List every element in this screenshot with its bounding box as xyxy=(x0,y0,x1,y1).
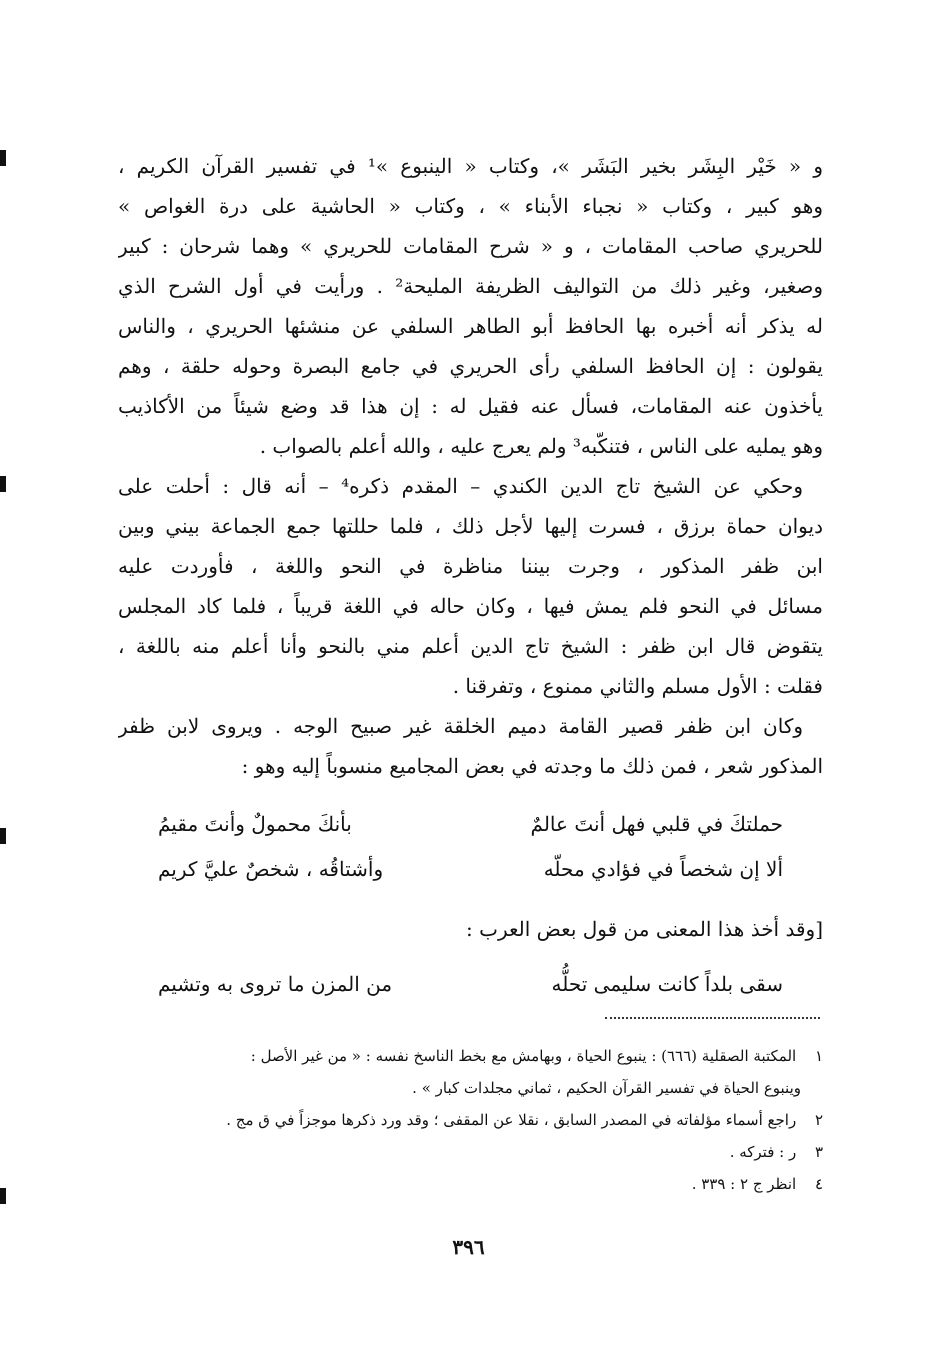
paragraph-1 xyxy=(118,146,823,466)
text-line: وصغير، وغير ذلك من التواليف الظريفة المليحة² . ورأيت في أول الشرح الذي xyxy=(118,274,823,298)
text-line: ابن ظفر المذكور ، وجرت بيننا مناظرة في النحو واللغة ، فأوردت عليه xyxy=(118,554,823,578)
text-line: وحكي عن الشيخ تاج الدين الكندي – المقدم ذكره⁴ – أنه قال : أحلت على xyxy=(118,474,803,498)
main-text xyxy=(118,146,823,1007)
paragraph-3-cont xyxy=(118,746,823,786)
text-line: ديوان حماة برزق ، فسرت إليها لأجل ذلك ، فلما حللتها جمع الجماعة بيني وبين xyxy=(118,514,823,538)
text-line: يأخذون عنه المقامات، فسأل عنه فقيل له : إن هذا قد وضع شيئاً من الأكاذيب xyxy=(118,394,823,418)
footnote-text: انظر ج ٢ : ٣٣٩ . xyxy=(691,1175,797,1193)
scan-edge-mark xyxy=(0,476,6,492)
footnote-text: المكتبة الصقلية (٦٦٦) : ينبوع الحياة ، وبهامش مع بخط الناسخ نفسه : « من غير الأصل : xyxy=(250,1047,797,1065)
verse-line-last xyxy=(118,962,823,1007)
footnote-separator xyxy=(605,1017,820,1019)
text-line: للحريري صاحب المقامات ، و « شرح المقامات للحريري » وهما شرحان : كبير xyxy=(118,234,823,258)
footnote-text: وينبوع الحياة في تفسير القرآن الحكيم ، ثماني مجلدات كبار » . xyxy=(412,1079,801,1097)
footnotes xyxy=(118,1040,823,1200)
scan-edge-mark xyxy=(0,828,6,844)
paragraph-3 xyxy=(118,706,823,746)
scan-edge-mark xyxy=(0,150,6,166)
text-line: مسائل في النحو فلم يمش فيها ، وكان حاله في اللغة قريباً ، فلما كاد المجلس xyxy=(118,594,823,618)
verse-hemistich-second: بأنكَ محمولٌ وأنتَ مقيمُ xyxy=(158,812,352,836)
footnote xyxy=(118,1168,823,1200)
text-line: المذكور شعر ، فمن ذلك ما وجدته في بعض المجاميع منسوباً إليه وهو : xyxy=(241,754,823,778)
scan-edge-mark xyxy=(0,1188,6,1204)
text-line: فقلت : الأول مسلم والثاني ممنوع ، وتفرقنا . xyxy=(452,674,823,698)
bracketed-note: [وقد أخذ هذا المعنى من قول بعض العرب : xyxy=(466,917,823,941)
text-line: يتقوض قال ابن ظفر : الشيخ تاج الدين أعلم مني بالنحو وأنا أعلم منه باللغة ، xyxy=(118,634,823,658)
verse-line xyxy=(158,847,783,892)
footnote-text: ر : فتركه . xyxy=(729,1143,797,1161)
text-line: و « خَيْر البِشَر بخير البَشَر »، وكتاب « الينبوع »¹ في تفسير القرآن الكريم ، xyxy=(118,154,823,178)
text-line: له يذكر أنه أخبره بها الحافظ أبو الطاهر السلفي عن منشئها الحريري ، والناس xyxy=(118,314,823,338)
text-line: يقولون : إن الحافظ السلفي رأى الحريري في جامع البصرة وحوله حلقة ، وهم xyxy=(118,354,823,378)
footnote xyxy=(118,1040,823,1072)
verse-hemistich-first: ألا إن شخصاً في فؤادي محلّه xyxy=(543,857,783,881)
footnote xyxy=(118,1104,823,1136)
verse-line xyxy=(158,802,783,847)
footnote-number: ١ xyxy=(814,1047,823,1065)
paragraph-2 xyxy=(118,466,823,506)
paragraph-2-cont xyxy=(118,506,823,706)
verse-hemistich-first: حملتكَ في قلبي فهل أنتَ عالمٌ xyxy=(530,812,783,836)
verse-hemistich-second: وأشتاقُه ، شخصٌ عليَّ كريم xyxy=(158,857,384,881)
footnote xyxy=(118,1136,823,1168)
footnote-number: ٢ xyxy=(814,1111,823,1129)
footnote-number: ٣ xyxy=(814,1143,823,1161)
text-line: وكان ابن ظفر قصير القامة دميم الخلقة غير صبيح الوجه . ويروى لابن ظفر xyxy=(118,714,803,738)
verse-hemistich-first: سقى بلداً كانت سليمى تحلُّه xyxy=(551,972,783,996)
verse-hemistich-second: من المزن ما تروى به وتشيم xyxy=(158,972,393,996)
poem-block xyxy=(118,802,823,892)
footnote-continuation xyxy=(118,1072,823,1104)
footnote-text: راجع أسماء مؤلفاته في المصدر السابق ، نقلا عن المقفى ؛ وقد ورد ذكرها موجزاً في ق مج . xyxy=(226,1111,797,1129)
page-number: ٣٩٦ xyxy=(452,1235,485,1259)
text-line: وهو يمليه على الناس ، فتنكّبه³ ولم يعرج عليه ، والله أعلم بالصواب . xyxy=(259,434,823,458)
text-line: وهو كبير ، وكتاب « نجباء الأبناء » ، وكتاب « الحاشية على درة الغواص » xyxy=(118,194,823,218)
footnote-number: ٤ xyxy=(814,1175,823,1193)
